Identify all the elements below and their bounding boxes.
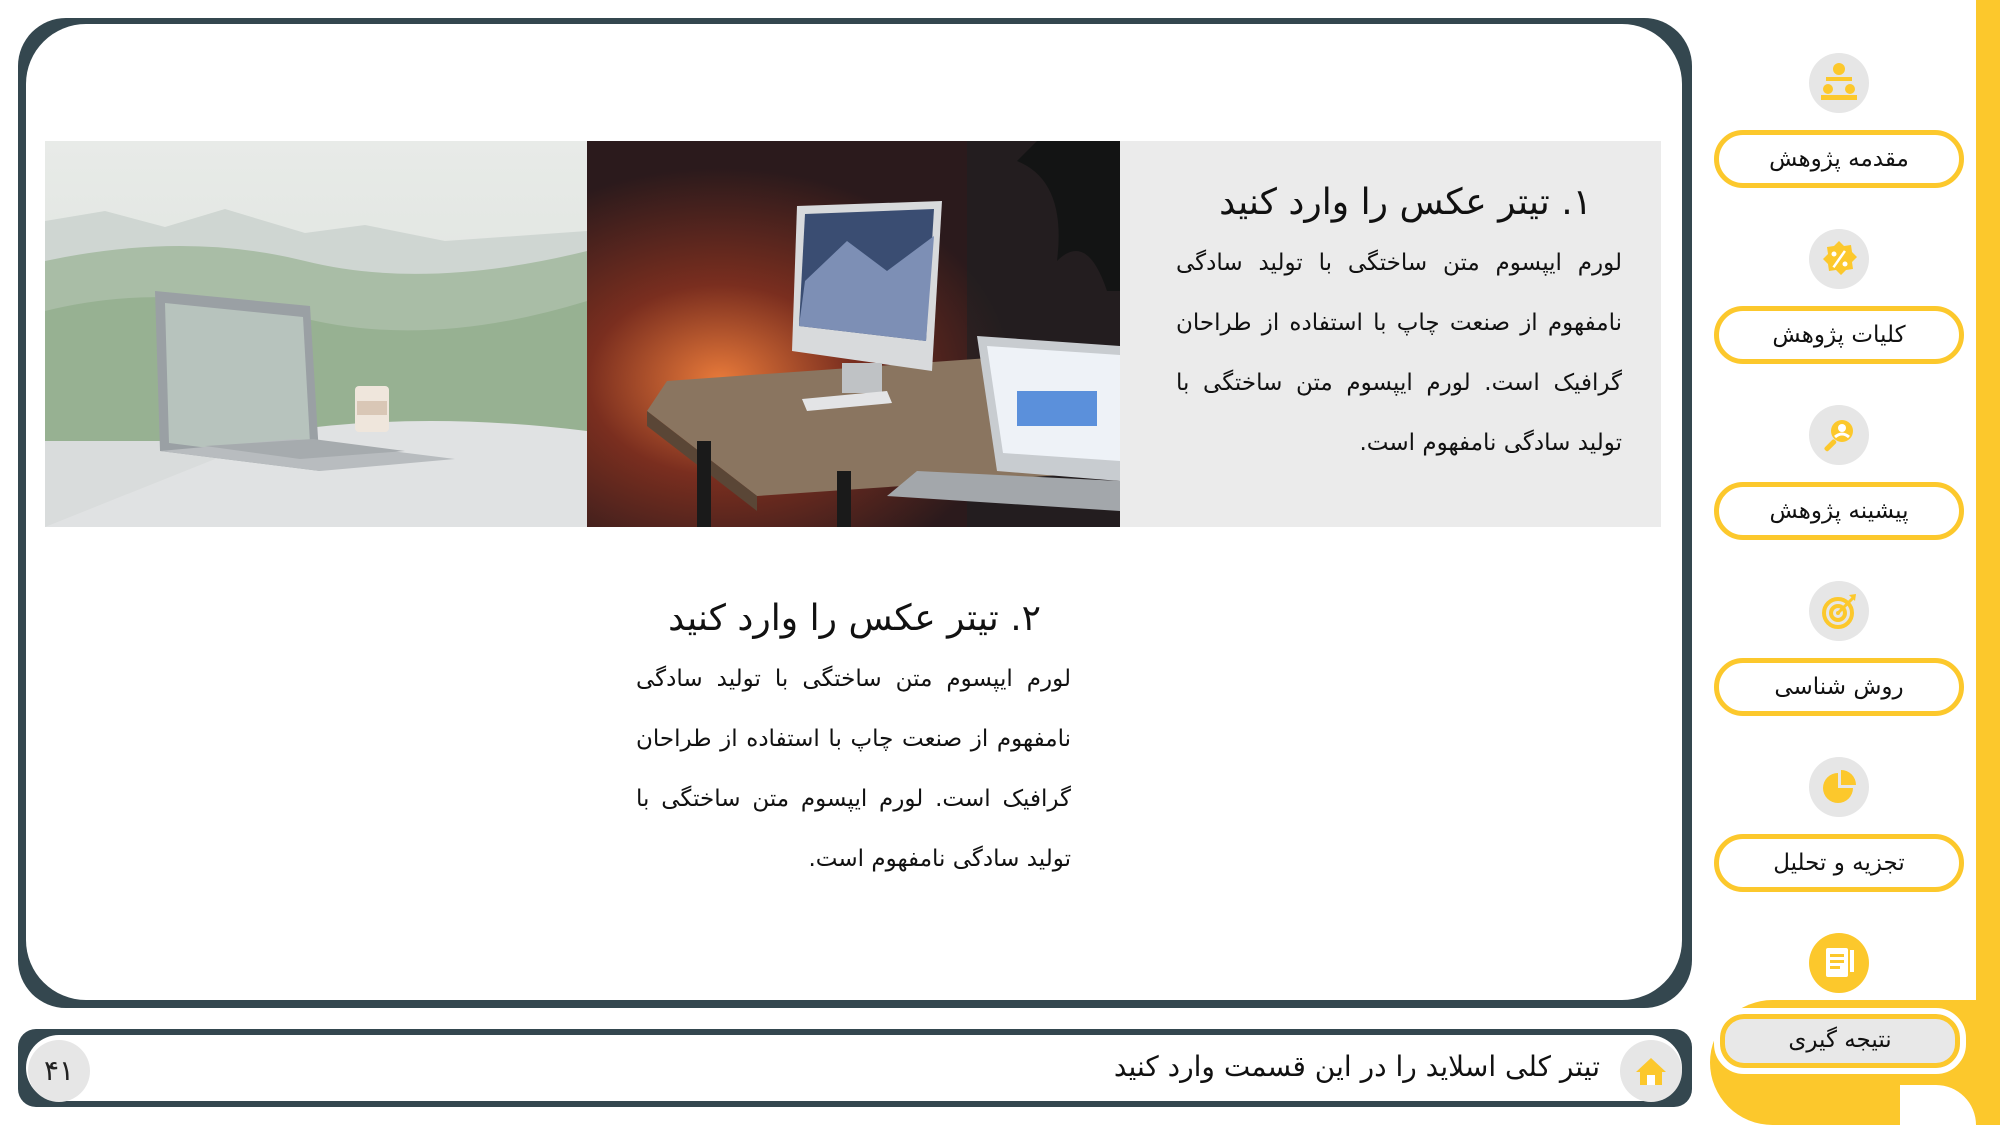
nav-intro-button[interactable]: مقدمه پژوهش [1714,130,1964,188]
image-card-1-body: لورم ایپسوم متن ساختگی با تولید سادگی نامفهوم از صنعت چاپ با استفاده از طراحان گرافیک است. لورم ایپسوم متن ساختگی با تولید سادگی نامفهوم است. [1176,250,1622,456]
nav-conclusion-button[interactable]: نتیجه گیری [1714,1008,1966,1074]
sidebar-accent-strip [1976,0,2000,1125]
image-card-1-title: ۱. تیتر عکس را وارد کنید [1219,182,1592,223]
home-icon [1620,1040,1682,1102]
page-number: ۴۱ [28,1040,90,1102]
target-icon [1809,581,1869,641]
home-button[interactable] [1620,1040,1682,1102]
laptop-landscape-photo [45,141,587,527]
slide-title: تیتر کلی اسلاید را در این قسمت وارد کنید [1113,1050,1600,1083]
image-card-1-text [1176,182,1622,473]
nav-methodology-button[interactable]: روش شناسی [1714,658,1964,716]
image-card-2-body: لورم ایپسوم متن ساختگی با تولید سادگی نامفهوم از صنعت چاپ با استفاده از طراحان گرافیک است. لورم ایپسوم متن ساختگی با تولید سادگی نامفهوم است. [636,666,1071,872]
image-card-2-title: ۲. تیتر عکس را وارد کنید [668,598,1041,639]
pie-chart-icon [1809,757,1869,817]
document-list-icon [1809,933,1869,993]
percent-badge-icon [1809,229,1869,289]
image-card-2-text [636,598,1071,889]
search-person-icon [1809,405,1869,465]
desk-computer-photo [587,141,1120,527]
nav-analysis-button[interactable]: تجزیه و تحلیل [1714,834,1964,892]
nav-background-button[interactable]: پیشینه پژوهش [1714,482,1964,540]
hierarchy-icon [1809,53,1869,113]
nav-overview-button[interactable]: کلیات پژوهش [1714,306,1964,364]
active-tab-notch-top [1900,940,1976,1000]
